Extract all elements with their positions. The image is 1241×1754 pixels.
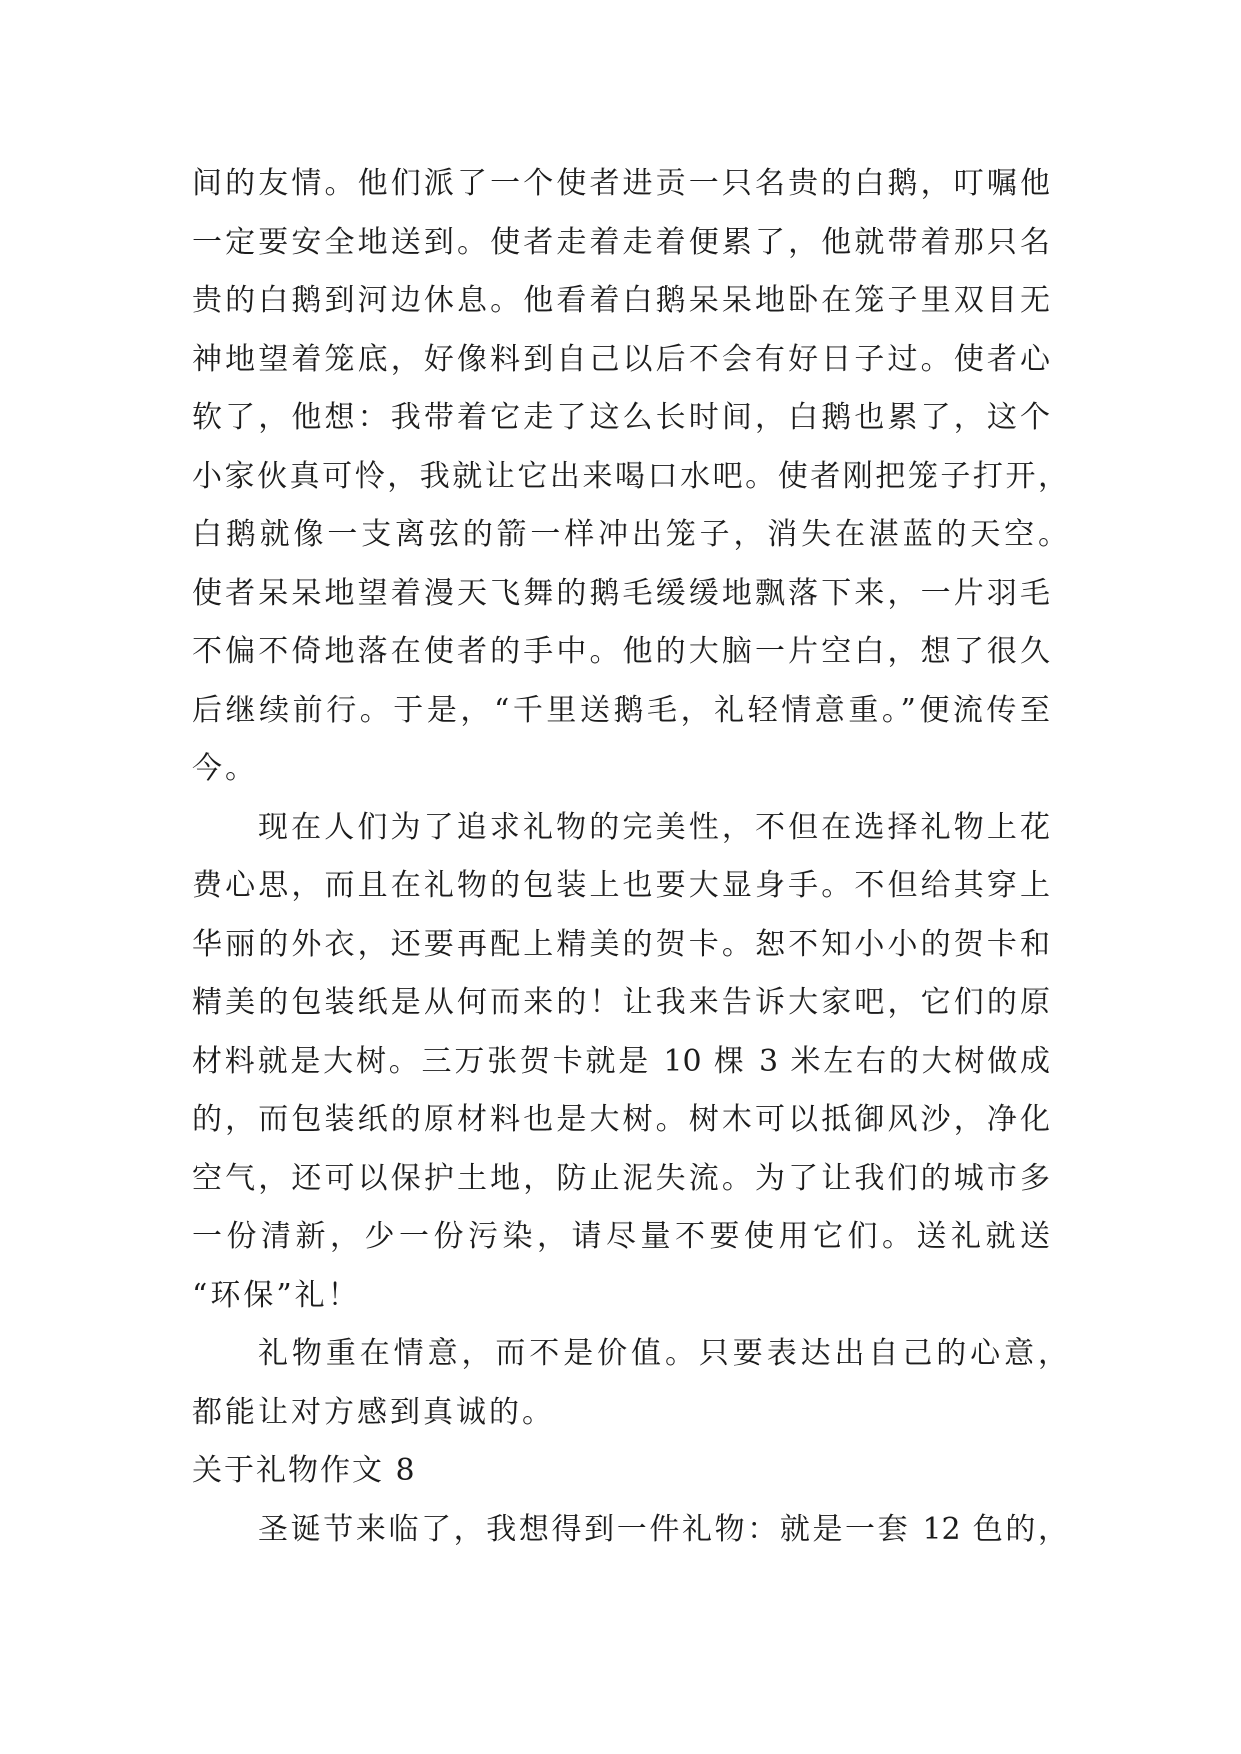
body-text-line: 现在人们为了追求礼物的完美性，不但在选择礼物上花 — [258, 809, 1050, 845]
body-text-line: 使者呆呆地望着漫天飞舞的鹅毛缓缓地飘落下来，一片羽毛 — [192, 575, 1050, 611]
body-text-line: 礼物重在情意，而不是价值。只要表达出自己的心意， — [258, 1336, 1068, 1371]
paragraph — [192, 155, 1072, 799]
body-text-line: 白鹅就像一支离弦的箭一样冲出笼子，消失在湛蓝的天空。 — [192, 517, 1068, 552]
paragraph — [192, 799, 1072, 1326]
document-body — [192, 155, 1072, 1559]
body-text-line: 费心思，而且在礼物的包装上也要大显身手。不但给其穿上 — [192, 868, 1050, 903]
body-text-line: 一份清新，少一份污染，请尽量不要使用它们。送礼就送 — [192, 1219, 1050, 1254]
body-text-line: “环保”礼！ — [192, 1277, 361, 1313]
body-text-line: 一定要安全地送到。使者走着走着便累了，他就带着那只名 — [192, 224, 1050, 260]
body-text-line: 华丽的外衣，还要再配上精美的贺卡。恕不知小小的贺卡和 — [192, 926, 1050, 962]
body-text-line: 都能让对方感到真诚的。 — [192, 1394, 555, 1430]
body-text-line: 小家伙真可怜，我就让它出来喝口水吧。使者刚把笼子打开， — [192, 458, 1068, 494]
paragraph — [192, 1501, 1072, 1560]
paragraph — [192, 1325, 1072, 1442]
body-text-line: 今。 — [192, 751, 258, 786]
body-text-line: 空气，还可以保护土地，防止泥失流。为了让我们的城市多 — [192, 1160, 1050, 1196]
body-text-line: 圣诞节来临了，我想得到一件礼物：就是一套 12 色的， — [258, 1511, 1068, 1547]
body-text-line: 软了，他想：我带着它走了这么长时间，白鹅也累了，这个 — [192, 400, 1050, 435]
body-text-line: 不偏不倚地落在使者的手中。他的大脑一片空白，想了很久 — [192, 634, 1050, 669]
body-text-line: 后继续前行。于是，“千里送鹅毛，礼轻情意重。”便流传至 — [192, 692, 1050, 728]
body-text-line: 精美的包装纸是从何而来的！让我来告诉大家吧，它们的原 — [192, 985, 1050, 1020]
body-text-line: 的，而包装纸的原材料也是大树。树木可以抵御风沙，净化 — [192, 1102, 1050, 1137]
body-text-line: 神地望着笼底，好像料到自己以后不会有好日子过。使者心 — [192, 341, 1050, 377]
body-text-line: 间的友情。他们派了一个使者进贡一只名贵的白鹅，叮嘱他 — [192, 166, 1050, 201]
body-text-line: 贵的白鹅到河边休息。他看着白鹅呆呆地卧在笼子里双目无 — [192, 283, 1050, 318]
section-heading: 关于礼物作文 8 — [192, 1453, 417, 1488]
body-text-line: 材料就是大树。三万张贺卡就是 10 棵 3 米左右的大树做成 — [192, 1043, 1050, 1079]
